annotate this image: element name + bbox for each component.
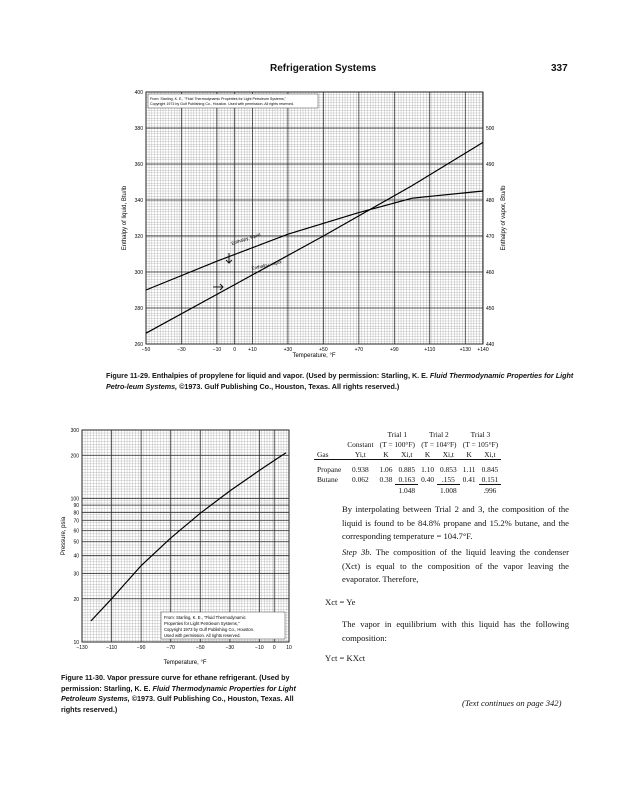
equation-2: Yct = KXct [325, 653, 366, 663]
y2-tick-label: 500 [486, 126, 495, 132]
totals-row [314, 485, 501, 496]
step-label: Step 3b. [342, 547, 372, 557]
table-cell: 1.06 [379, 464, 393, 474]
source-note-line-3: Copyright 1973 by Gulf Publishing Co., Houston. [164, 627, 255, 632]
table-cell: 0.41 [462, 474, 476, 484]
y-tick-label: 200 [70, 453, 79, 460]
table-cell: 0.151 [479, 474, 502, 485]
ethane-vapor-pressure-chart [60, 428, 300, 668]
source-note-line-4: Used with permission. All rights reserved. [164, 633, 241, 638]
table-cell: .155 [437, 474, 460, 485]
y-tick-label: 70 [73, 518, 79, 525]
y-tick-label: 10 [73, 640, 79, 646]
table-cell: 0.38 [379, 474, 393, 484]
y-tick-labels [135, 90, 144, 348]
chart-plot-area [146, 92, 483, 344]
x-tick-label: −50 [141, 347, 151, 353]
trial-2-header: Trial 2 [429, 429, 449, 439]
figure-caption-1: Figure 11-29. Enthalpies of propylene for liquid and vapor. (Used by permission: Starling, K. E. Fluid Thermodynamic Properties for Light Petro-leum Systems, ©1973. Gulf Publishing Co., Houston, Texas. All rights reserved.) [106, 371, 574, 391]
x-tick-label: +50 [319, 347, 328, 353]
source-note-line-1: From: Starling, K. E., "Fluid Thermodynamic Properties for Light Petroleum Systems," [150, 97, 286, 101]
table-cell: 0.853 [440, 464, 457, 474]
running-header: Refrigeration Systems [270, 63, 377, 74]
table-cell: 0.885 [398, 464, 416, 474]
table-cell: 1.10 [421, 464, 435, 474]
x-axis-label: Temperature, °F [163, 660, 207, 666]
x-tick-label: −30 [225, 645, 235, 651]
column-header: Xi,t [484, 449, 496, 459]
y2-tick-label: 450 [486, 306, 495, 312]
column-header: Yi,t [354, 449, 366, 459]
y-tick-label: 60 [73, 528, 79, 535]
y-tick-label: 260 [134, 342, 143, 348]
y-tick-label: 400 [134, 90, 143, 96]
x-tick-label: −110 [106, 645, 118, 651]
x-tick-label: 0 [233, 347, 237, 353]
propylene-enthalpy-chart [112, 85, 512, 360]
x-tick-label: +110 [424, 347, 436, 353]
curve-label-liquid: Enthalpy, liquid [230, 231, 262, 246]
source-note-line-2: Properties for Light Petroleum Systems," [164, 621, 240, 626]
y-tick-label: 320 [134, 234, 143, 240]
y2-axis-label: Enthalpy of vapor, Btu/lb [501, 185, 507, 251]
trial-3-header: Trial 3 [470, 429, 491, 439]
y2-tick-label: 470 [486, 234, 495, 240]
y-axis-label: Pressure, psia [61, 516, 67, 556]
table-row [314, 474, 501, 485]
table-cell: 0.845 [481, 464, 499, 474]
figure-caption-2: Figure 11-30. Vapor pressure curve for ethane refrigerant. (Used by permission: Starling, K. E. Fluid Thermodynamic Properties for Light Petroleum Systems, ©1973. Gulf Publishing Co., Houston, Texas. All rights reserved.) [61, 673, 296, 714]
constant-header: Constant [347, 439, 374, 449]
x-tick-label: +70 [354, 347, 364, 353]
x-tick-label: 10 [286, 645, 292, 651]
x-tick-label: +10 [248, 347, 257, 353]
trial-1-temp: (T = 100°F) [379, 439, 415, 449]
paragraph-interpolation: By interpolating between Trial 2 and 3, the composition of the liquid is found to be 84.8% propane and 15.2% butane, and the corresponding temperature = 104.7°F. [342, 504, 569, 541]
y2-tick-label: 440 [486, 342, 495, 348]
x-tick-label: −50 [196, 645, 205, 651]
column-header: K [466, 449, 472, 459]
y-axis-label: Enthalpy of liquid, Btu/lb [122, 185, 128, 251]
y-tick-label: 40 [73, 553, 79, 560]
total-cell: 1.048 [398, 485, 416, 495]
y2-tick-label: 490 [486, 162, 495, 168]
y-tick-label: 300 [134, 270, 143, 276]
composition-table [314, 429, 501, 495]
y-tick-label: 90 [73, 503, 79, 510]
source-note-line-1: From: Starling, K. E., "Fluid Thermodynamic [164, 615, 246, 620]
equation-1: Xct = Ye [325, 597, 356, 607]
table-cell: 0.938 [352, 464, 369, 474]
x-tick-label: +140 [477, 347, 489, 353]
x-tick-labels [76, 645, 292, 651]
x-tick-label: −10 [212, 347, 222, 353]
table-cell: 0.163 [395, 474, 418, 485]
x-tick-label: +130 [459, 347, 471, 353]
paragraph-step-3b: Step 3b. The composition of the liquid leaving the condenser (Xct) is equal to the composition of the vapor leaving the evaporator. Therefore, [342, 547, 570, 584]
x-tick-label: −70 [166, 645, 175, 651]
chart-plot-area [82, 430, 289, 642]
y-tick-label: 20 [73, 596, 79, 603]
column-header: K [383, 449, 389, 459]
table-cell: 0.40 [421, 474, 435, 484]
continuation-note: (Text continues on page 342) [462, 698, 562, 708]
y-tick-label: 80 [73, 510, 79, 517]
total-cell: 1.008 [440, 485, 457, 495]
table-cell: Propane [317, 464, 342, 474]
x-tick-label: 0 [272, 645, 276, 651]
y2-tick-labels [486, 126, 495, 348]
column-header: Gas [317, 449, 329, 459]
y-tick-label: 30 [73, 571, 79, 578]
x-axis-label: Temperature, °F [292, 353, 336, 359]
y2-tick-label: 460 [486, 270, 495, 276]
total-cell: .996 [483, 485, 497, 495]
column-header: K [424, 449, 431, 459]
y-tick-label: 50 [73, 539, 79, 546]
x-tick-label: −90 [136, 645, 146, 651]
table-cell: 0.062 [352, 474, 369, 484]
y-tick-label: 300 [70, 428, 79, 434]
page-number: 337 [551, 63, 568, 74]
x-tick-label: −30 [177, 347, 186, 353]
x-tick-label: −10 [255, 645, 264, 651]
table-cell: 1.11 [462, 464, 476, 474]
source-note-line-2: Copyright 1973 by Gulf Publishing Co., Houston. Used with permission. All rights reserved. [150, 102, 295, 106]
y-tick-label: 100 [70, 496, 79, 503]
y-tick-label: 280 [134, 306, 143, 312]
curve-label-vapor: Enthalpy, vapor [251, 259, 283, 271]
trial-1-header: Trial 1 [387, 429, 408, 439]
x-tick-label: +30 [283, 347, 293, 353]
table-row [314, 464, 501, 474]
trial-3-temp: (T = 105°F) [462, 439, 499, 449]
x-tick-label: +90 [390, 347, 399, 353]
y-tick-label: 340 [134, 198, 143, 204]
y-tick-labels [71, 428, 80, 646]
y-tick-label: 380 [134, 126, 143, 132]
y2-tick-label: 480 [486, 198, 495, 204]
x-tick-label: −130 [76, 645, 88, 651]
column-header: Xi,t [442, 449, 454, 459]
y-tick-label: 360 [134, 162, 143, 168]
column-header: Xi,t [401, 449, 413, 459]
paragraph-vapor: The vapor in equilibrium with this liquid has the following composition: [342, 619, 569, 643]
trial-2-temp: (T = 104°F) [421, 439, 457, 449]
table-cell: Butane [317, 474, 338, 484]
